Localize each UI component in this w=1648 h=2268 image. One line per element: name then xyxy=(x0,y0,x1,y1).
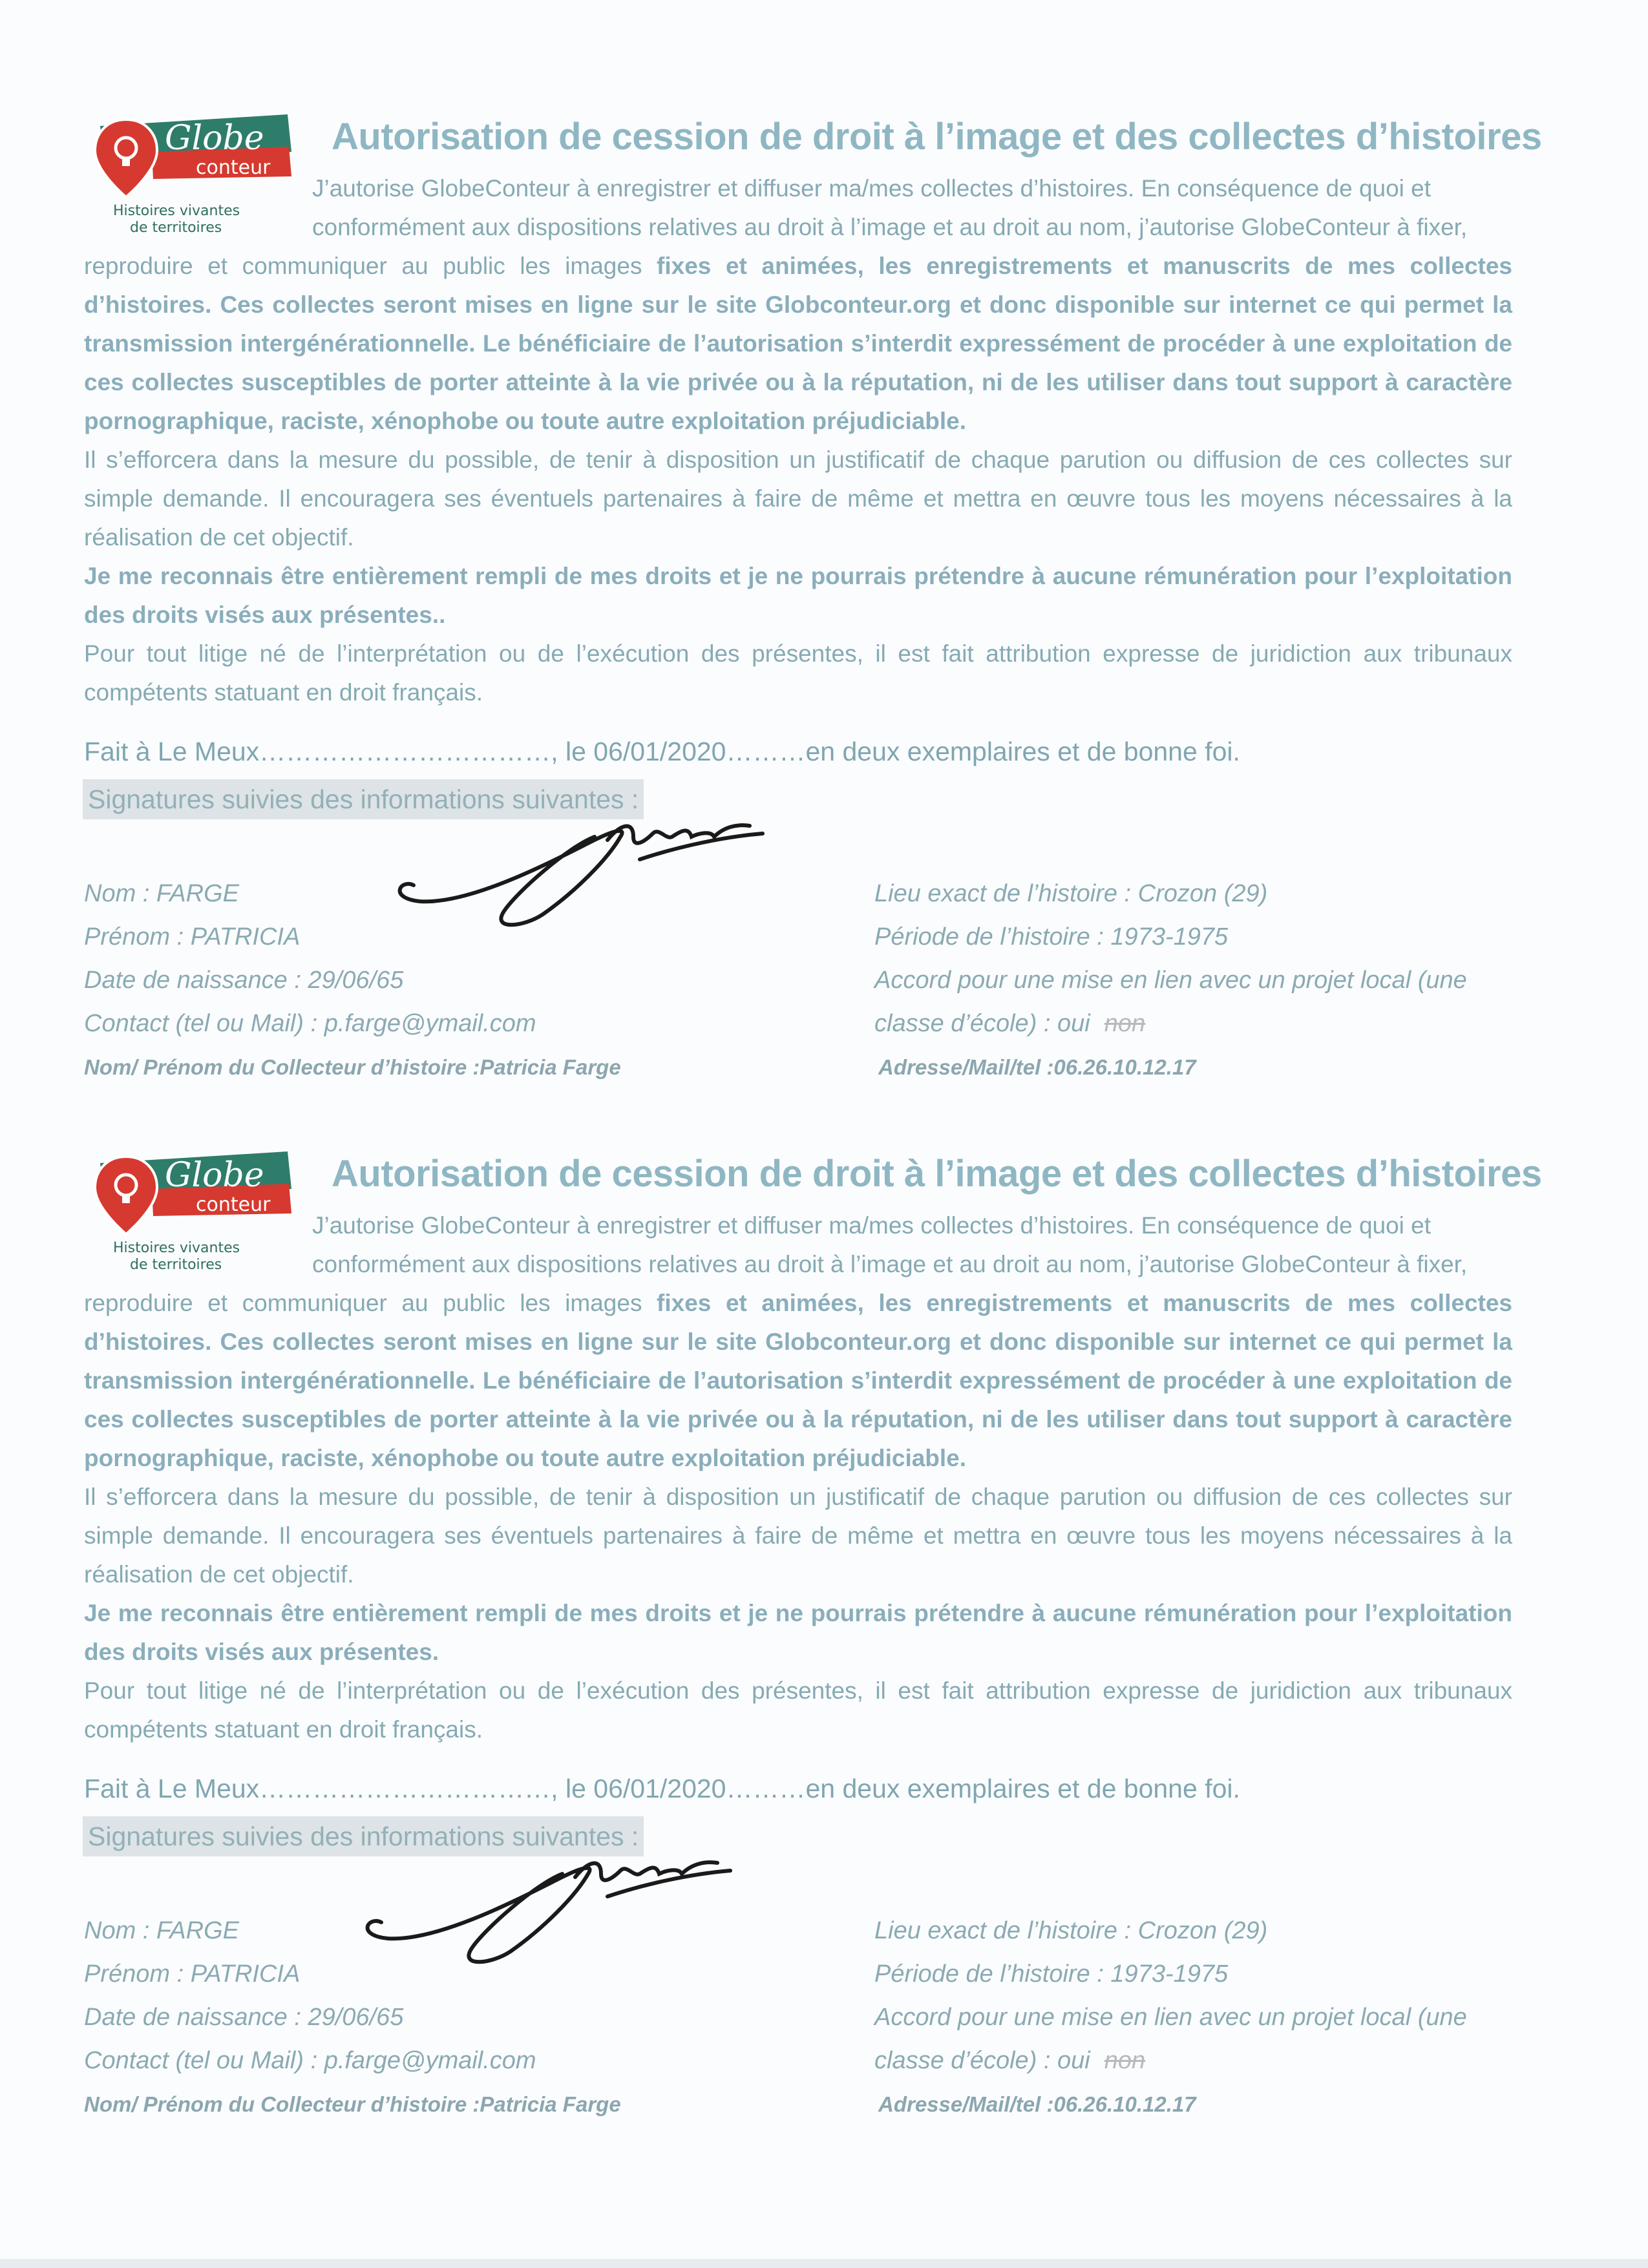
page-bottom-edge xyxy=(0,2259,1648,2268)
signer-info xyxy=(84,1909,795,2126)
collector-name: Nom/ Prénom du Collecteur d’histoire :Patricia Farge xyxy=(84,1055,621,1079)
svg-text:Histoires vivantes: Histoires vivantes xyxy=(113,1240,240,1256)
paragraph-bold-text: fixes et animées, les enregistrements et manuscrits de mes collectes d’histoires. Ces collectes seront mises en ligne sur le site Globconteur.org et donc disponible sur internet ce qui permet la transmission intergénérationnelle. Le bénéficiaire de l’autorisation s’interdit expressément de procéder à une exploitation de ces collectes susceptibles de porter atteinte à la vie privée ou à la réputation, ni de les utiliser dans tout support à caractère pornographique, raciste, xénophobe ou toute autre exploitation préjudiciable. xyxy=(84,253,1512,434)
paragraph-bold-text: fixes et animées, les enregistrements et manuscrits de mes collectes d’histoires. Ces collectes seront mises en ligne sur le site Globconteur.org et donc disponible sur internet ce qui permet la transmission intergénérationnelle. Le bénéficiaire de l’autorisation s’interdit expressément de procéder à une exploitation de ces collectes susceptibles de porter atteinte à la vie privée ou à la réputation, ni de les utiliser dans tout support à caractère pornographique, raciste, xénophobe ou toute autre exploitation préjudiciable. xyxy=(84,1290,1512,1471)
authorization-form-1 xyxy=(0,0,1648,1079)
collector-contact: Adresse/Mail/tel :06.26.10.12.17 xyxy=(878,2092,1196,2116)
paragraph-line: conformément aux dispositions relatives au droit à l’image et au droit au nom, j’autorise GlobeConteur à fixer, xyxy=(312,1251,1468,1277)
svg-text:Histoires vivantes: Histoires vivantes xyxy=(113,203,240,219)
signer-firstname: Prénom : PATRICIA xyxy=(84,1960,301,1988)
svg-text:conteur: conteur xyxy=(196,156,271,179)
local-project-agreement: Accord pour une mise en lien avec un projet local (une xyxy=(874,2004,1467,2031)
signer-name: Nom : FARGE xyxy=(84,880,239,907)
local-project-agreement: Accord pour une mise en lien avec un projet local (une xyxy=(874,967,1467,994)
signature-heading: Signatures suivies des informations suivantes : xyxy=(83,779,644,819)
paragraph-3: Je me reconnais être entièrement rempli de mes droits et je ne pourrais prétendre à aucune rémunération pour l’exploitation des droits visés aux présentes. xyxy=(84,1600,1512,1665)
story-period: Période de l’histoire : 1973-1975 xyxy=(874,1960,1229,1988)
signer-name: Nom : FARGE xyxy=(84,1917,239,1944)
svg-text:de territoires: de territoires xyxy=(130,220,222,236)
paragraph-line: J’autorise GlobeConteur à enregistrer et diffuser ma/mes collectes d’histoires. En conséquence de quoi et xyxy=(312,175,1431,202)
agreement-non: non xyxy=(1104,1010,1146,1037)
authorization-text xyxy=(84,169,1512,712)
signature-heading: Signatures suivies des informations suivantes : xyxy=(83,1816,644,1856)
authorization-form-2 xyxy=(0,1037,1648,2116)
signer-contact: Contact (tel ou Mail) : p.farge@ymail.com xyxy=(84,2047,536,2074)
paragraph-text: reproduire et communiquer au public les images xyxy=(84,253,642,279)
form-title: Autorisation de cession de droit à l’image et des collectes d’histoires xyxy=(332,1153,1542,1195)
story-info xyxy=(874,1909,1514,2126)
paragraph-line: J’autorise GlobeConteur à enregistrer et diffuser ma/mes collectes d’histoires. En conséquence de quoi et xyxy=(312,1212,1431,1239)
collector-contact: Adresse/Mail/tel :06.26.10.12.17 xyxy=(878,1055,1196,1079)
paragraph-3: Je me reconnais être entièrement rempli de mes droits et je ne pourrais prétendre à aucune rémunération pour l’exploitation des droits visés aux présentes.. xyxy=(84,563,1512,628)
signer-contact: Contact (tel ou Mail) : p.farge@ymail.com xyxy=(84,1010,536,1037)
place-date-line: Fait à Le Meux……………………………, le 06/01/2020………en deux exemplaires et de bonne foi. xyxy=(84,737,1240,766)
paragraph-4: Pour tout litige né de l’interprétation ou de l’exécution des présentes, il est fait attribution expresse de juridiction aux tribunaux compétents statuant en droit français. xyxy=(84,640,1512,706)
agreement-answer xyxy=(874,2039,1514,2083)
paragraph-2: Il s’efforcera dans la mesure du possible, de tenir à disposition un justificatif de chaque parution ou diffusion de ces collectes sur simple demande. Il encouragera ses éventuels partenaires à faire de même et mettra en œuvre tous les moyens nécessaires à la réalisation de cet objectif. xyxy=(84,1484,1512,1588)
collector-name: Nom/ Prénom du Collecteur d’histoire :Patricia Farge xyxy=(84,2092,621,2116)
svg-text:Globe: Globe xyxy=(165,119,264,158)
svg-text:de territoires: de territoires xyxy=(130,1257,222,1273)
agreement-oui: classe d’école) : oui xyxy=(874,2047,1090,2074)
agreement-non: non xyxy=(1104,2047,1146,2074)
paragraph-4: Pour tout litige né de l’interprétation ou de l’exécution des présentes, il est fait attribution expresse de juridiction aux tribunaux compétents statuant en droit français. xyxy=(84,1677,1512,1743)
place-date-line: Fait à Le Meux……………………………, le 06/01/2020………en deux exemplaires et de bonne foi. xyxy=(84,1774,1240,1803)
story-place: Lieu exact de l’histoire : Crozon (29) xyxy=(874,880,1268,907)
svg-text:conteur: conteur xyxy=(196,1193,271,1216)
svg-text:Globe: Globe xyxy=(165,1156,264,1195)
form-title: Autorisation de cession de droit à l’image et des collectes d’histoires xyxy=(332,116,1542,158)
signer-firstname: Prénom : PATRICIA xyxy=(84,923,301,950)
signer-birthdate: Date de naissance : 29/06/65 xyxy=(84,2004,404,2031)
agreement-oui: classe d’école) : oui xyxy=(874,1010,1090,1037)
story-period: Période de l’histoire : 1973-1975 xyxy=(874,923,1229,950)
paragraph-line: conformément aux dispositions relatives au droit à l’image et au droit au nom, j’autorise GlobeConteur à fixer, xyxy=(312,214,1468,240)
paragraph-text: reproduire et communiquer au public les images xyxy=(84,1290,642,1316)
story-place: Lieu exact de l’histoire : Crozon (29) xyxy=(874,1917,1268,1944)
paragraph-2: Il s’efforcera dans la mesure du possible, de tenir à disposition un justificatif de chaque parution ou diffusion de ces collectes sur simple demande. Il encouragera ses éventuels partenaires à faire de même et mettra en œuvre tous les moyens nécessaires à la réalisation de cet objectif. xyxy=(84,446,1512,551)
signer-birthdate: Date de naissance : 29/06/65 xyxy=(84,967,404,994)
authorization-text xyxy=(84,1206,1512,1749)
